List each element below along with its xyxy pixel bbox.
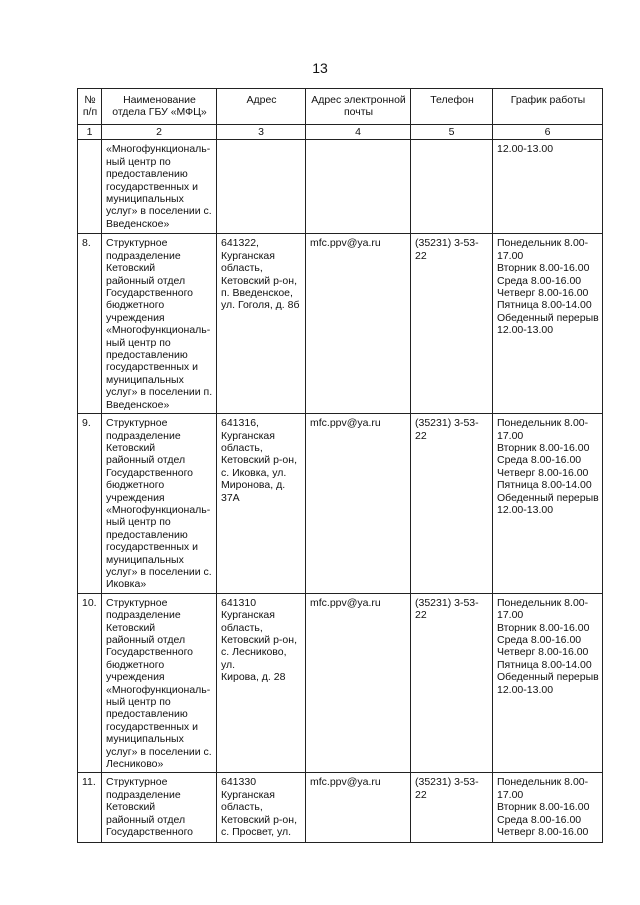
department-name-cell: Структурное подразделение Кетовский районный отдел Государственного бюджетного учреждения «Многофункциональ- ный центр по предоставлению государственных и муниципальных услуг» в поселении с. Иковка»	[102, 414, 217, 594]
email-cell: mfc.ppv@ya.ru	[306, 414, 411, 594]
table-header-row	[78, 89, 603, 125]
schedule-cell: Понедельник 8.00- 17.00 Вторник 8.00-16.00 Среда 8.00-16.00 Четверг 8.00-16.00 Пятница 8.00-14.00 Обеденный перерыв 12.00-13.00	[493, 234, 603, 414]
table-row	[78, 773, 603, 843]
address-cell: 641316, Курганская область, Кетовский р-он, с. Иковка, ул. Миронова, д. 37А	[217, 414, 306, 594]
schedule-cell: Понедельник 8.00- 17.00 Вторник 8.00-16.00 Среда 8.00-16.00 Четверг 8.00-16.00	[493, 773, 603, 843]
row-number-cell: 10.	[78, 593, 102, 773]
row-number-cell: 8.	[78, 234, 102, 414]
address-cell: 641310 Курганская область, Кетовский р-он, с. Лесниково, ул. Кирова, д. 28	[217, 593, 306, 773]
table-row	[78, 593, 603, 773]
column-number: 2	[102, 125, 217, 140]
email-cell: mfc.ppv@ya.ru	[306, 773, 411, 843]
phone-cell: (35231) 3-53- 22	[411, 414, 493, 594]
column-number: 3	[217, 125, 306, 140]
column-number: 1	[78, 125, 102, 140]
header-number: № п/п	[78, 89, 102, 125]
table-row	[78, 414, 603, 594]
department-name-cell: Структурное подразделение Кетовский районный отдел Государственного	[102, 773, 217, 843]
address-cell	[217, 140, 306, 234]
header-department-name: Наименование отдела ГБУ «МФЦ»	[102, 89, 217, 125]
row-number-cell: 11.	[78, 773, 102, 843]
row-number-cell	[78, 140, 102, 234]
header-schedule: График работы	[493, 89, 603, 125]
department-name-cell: «Многофункциональ- ный центр по предоставлению государственных и муниципальных услуг» в поселении с. Введенское»	[102, 140, 217, 234]
column-number: 6	[493, 125, 603, 140]
column-number: 5	[411, 125, 493, 140]
email-cell: mfc.ppv@ya.ru	[306, 593, 411, 773]
table-row	[78, 234, 603, 414]
phone-cell: (35231) 3-53- 22	[411, 773, 493, 843]
phone-cell: (35231) 3-53- 22	[411, 234, 493, 414]
page-number: 13	[312, 60, 328, 76]
address-cell: 641322, Курганская область, Кетовский р-он, п. Введенское, ул. Гоголя, д. 8б	[217, 234, 306, 414]
phone-cell	[411, 140, 493, 234]
header-email: Адрес электронной почты	[306, 89, 411, 125]
row-number-cell: 9.	[78, 414, 102, 594]
column-number-row	[78, 125, 603, 140]
phone-cell: (35231) 3-53- 22	[411, 593, 493, 773]
schedule-cell: Понедельник 8.00- 17.00 Вторник 8.00-16.00 Среда 8.00-16.00 Четверг 8.00-16.00 Пятница 8.00-14.00 Обеденный перерыв 12.00-13.00	[493, 414, 603, 594]
email-cell	[306, 140, 411, 234]
schedule-cell: 12.00-13.00	[493, 140, 603, 234]
department-name-cell: Структурное подразделение Кетовский районный отдел Государственного бюджетного учреждения «Многофункциональ- ный центр по предоставлению государственных и муниципальных услуг» в поселении п. Введенское»	[102, 234, 217, 414]
table-row-continuation	[78, 140, 603, 234]
header-phone: Телефон	[411, 89, 493, 125]
column-number: 4	[306, 125, 411, 140]
schedule-cell: Понедельник 8.00- 17.00 Вторник 8.00-16.00 Среда 8.00-16.00 Четверг 8.00-16.00 Пятница 8.00-14.00 Обеденный перерыв 12.00-13.00	[493, 593, 603, 773]
mfc-departments-table	[77, 88, 603, 843]
email-cell: mfc.ppv@ya.ru	[306, 234, 411, 414]
address-cell: 641330 Курганская область, Кетовский р-он, с. Просвет, ул.	[217, 773, 306, 843]
header-address: Адрес	[217, 89, 306, 125]
department-name-cell: Структурное подразделение Кетовский районный отдел Государственного бюджетного учреждения «Многофункциональ- ный центр по предоставлению государственных и муниципальных услуг» в поселении с. Лесниково»	[102, 593, 217, 773]
